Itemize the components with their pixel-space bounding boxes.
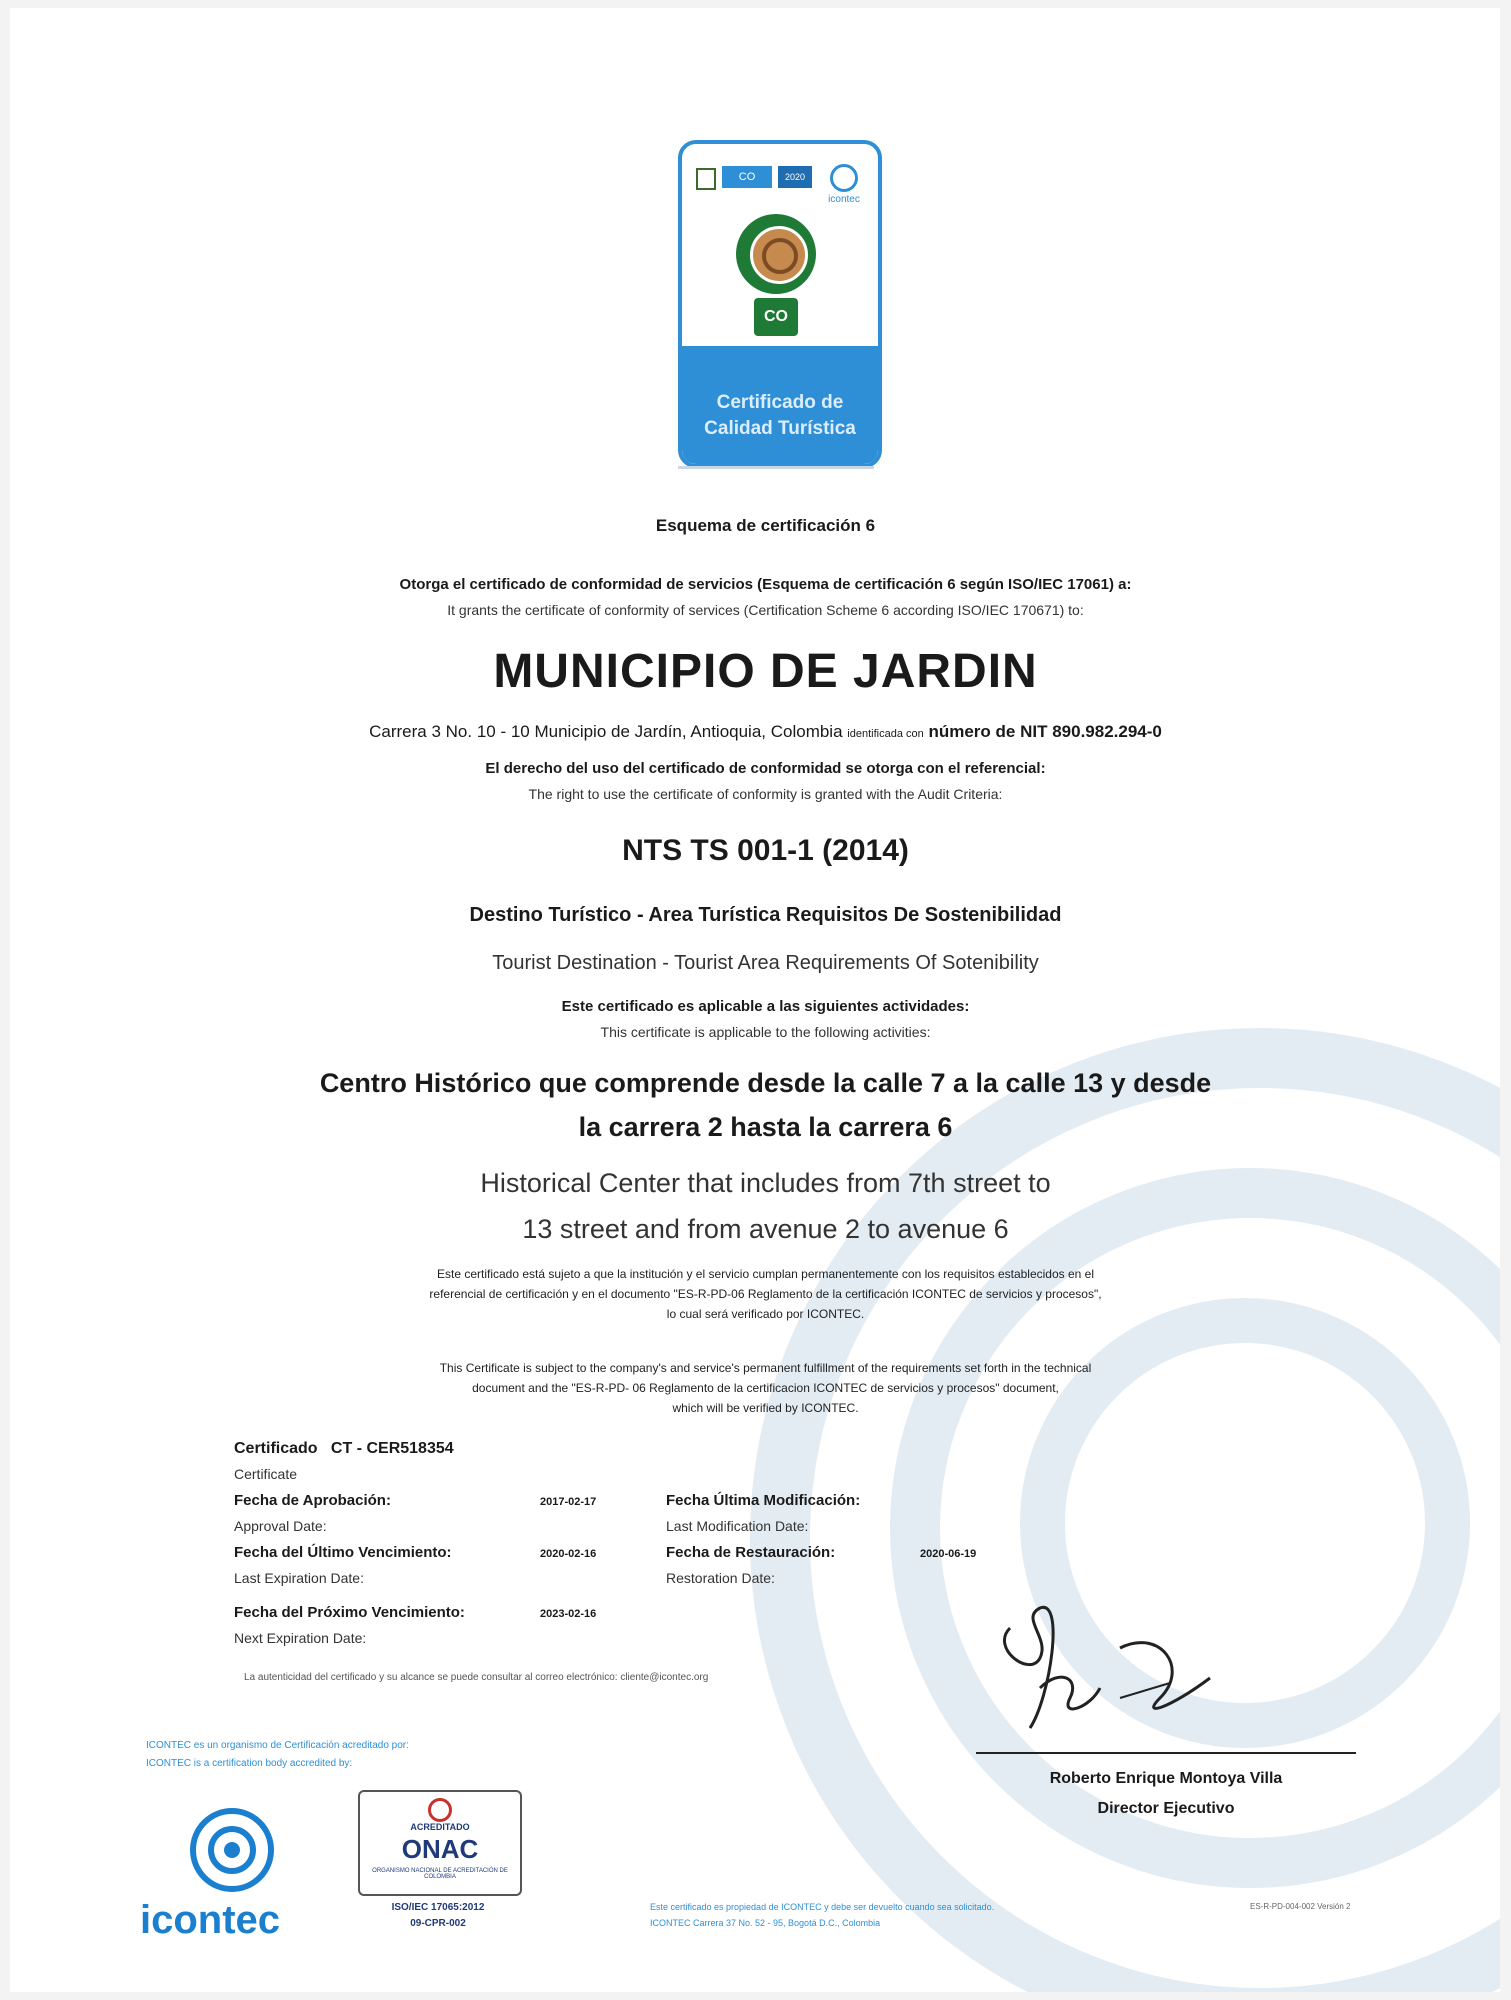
- co-mark: CO: [754, 298, 798, 336]
- accreditation-text-en: ICONTEC is a certification body accredited by:: [146, 1758, 353, 1769]
- scope-en-line2: 13 street and from avenue 2 to avenue 6: [522, 1214, 1009, 1244]
- property-note-line2: ICONTEC Carrera 37 No. 52 - 95, Bogotá D.C., Colombia: [650, 1918, 881, 1928]
- signer-name: Roberto Enrique Montoya Villa: [1049, 1770, 1283, 1787]
- conditions-en: This Certificate is subject to the company's and service's permanent fulfillment of the requirements set forth in the technical document and the "ES-R-PD- 06 Reglamento de la certificacion ICONTEC de servicios y procesos" document, which will be verified by ICONTEC.: [439, 1361, 1092, 1415]
- last-expiration-date: 2020-02-16: [540, 1548, 597, 1560]
- fingerprint-icon: [736, 214, 816, 294]
- last-modification-label: Fecha Última Modificación:: [666, 1492, 861, 1509]
- iso-line: ISO/IEC 17065:2012: [391, 1902, 485, 1913]
- icontec-small-text: icontec: [828, 194, 860, 205]
- last-modification-label-en: Last Modification Date:: [666, 1518, 809, 1534]
- restoration-label: Fecha de Restauración:: [666, 1544, 836, 1561]
- certificate-number: CT - CER518354: [330, 1440, 454, 1457]
- standard-title-es: Destino Turístico - Area Turística Requisitos De Sostenibilidad: [469, 904, 1062, 926]
- accreditation-text-es: ICONTEC es un organismo de Certificación acreditado por:: [146, 1740, 409, 1751]
- scope-es-line1: Centro Histórico que comprende desde la calle 7 a la calle 13 y desde: [319, 1068, 1212, 1098]
- approval-label: Fecha de Aprobación:: [234, 1492, 391, 1509]
- gov-logo-icon: [696, 168, 716, 190]
- gov-mark: CO: [722, 166, 772, 188]
- holder-name: MUNICIPIO DE JARDIN: [493, 645, 1038, 698]
- icontec-small-icon: [830, 164, 858, 192]
- approval-date: 2017-02-17: [540, 1496, 597, 1508]
- icontec-logo-text: icontec: [140, 1898, 281, 1942]
- onac-logo-icon: [428, 1798, 452, 1822]
- scope-es-line2: la carrera 2 hasta la carrera 6: [578, 1112, 953, 1142]
- quality-certificate-badge: [678, 140, 882, 468]
- next-expiration-label-en: Next Expiration Date:: [234, 1630, 367, 1646]
- grant-text-es: Otorga el certificado de conformidad de servicios (Esquema de certificación 6 según ISO/IEC 17061) a:: [399, 576, 1132, 593]
- onac-logo: [358, 1790, 522, 1896]
- iso-code: 09-CPR-002: [410, 1918, 466, 1929]
- holder-nit: número de NIT 890.982.294-0: [928, 722, 1162, 741]
- right-text-en: The right to use the certificate of conformity is granted with the Audit Criteria:: [528, 786, 1003, 802]
- next-expiration-date: 2023-02-16: [540, 1608, 597, 1620]
- conditions-es: Este certificado está sujeto a que la institución y el servicio cumplan permanentemente con los requisitos establecidos en el referencial de certificación y en el documento "ES-R-PD-06 Reglamento de la certificación ICONTEC de servicios y procesos", lo cual será verificado por ICONTEC.: [429, 1267, 1102, 1321]
- right-text-es: El derecho del uso del certificado de conformidad se otorga con el referencial:: [485, 760, 1046, 777]
- restoration-label-en: Restoration Date:: [666, 1570, 775, 1586]
- holder-address: Carrera 3 No. 10 - 10 Municipio de Jardín, Antioquia, Colombia: [369, 722, 843, 741]
- badge-label: Certificado de Calidad Turística: [704, 392, 856, 439]
- onac-top-text: ACREDITADO: [410, 1822, 470, 1832]
- certificate-sheet: [10, 8, 1500, 1992]
- icontec-logo-icon: [190, 1808, 274, 1892]
- holder-identified: identificada con: [847, 728, 924, 740]
- property-note-line1: Este certificado es propiedad de ICONTEC y debe ser devuelto cuando sea solicitado.: [650, 1902, 995, 1912]
- badge-caption-line: [678, 466, 874, 469]
- scope-en-line1: Historical Center that includes from 7th street to: [480, 1168, 1051, 1198]
- standard-code: NTS TS 001-1 (2014): [622, 834, 909, 867]
- onac-sub-text: ORGANISMO NACIONAL DE ACREDITACIÓN DE COLOMBIA: [372, 1868, 508, 1880]
- signer-title: Director Ejecutivo: [1097, 1800, 1235, 1817]
- gov-mark-sub: 2020: [778, 166, 812, 188]
- authenticity-note: La autenticidad del certificado y su alcance se puede consultar al correo electrónico: cliente@icontec.org: [244, 1672, 709, 1683]
- standard-title-en: Tourist Destination - Tourist Area Requirements Of Sotenibility: [492, 952, 1039, 974]
- signature-line: [976, 1752, 1356, 1754]
- last-expiration-label: Fecha del Último Vencimiento:: [234, 1544, 452, 1561]
- restoration-date: 2020-06-19: [920, 1548, 977, 1560]
- grant-text-en: It grants the certificate of conformity of services (Certification Scheme 6 according ISO/IEC 170671) to:: [447, 602, 1084, 618]
- document-code: ES-R-PD-004-002 Versión 2: [1250, 1902, 1351, 1911]
- next-expiration-label: Fecha del Próximo Vencimiento:: [234, 1604, 465, 1621]
- signature-image: [970, 1588, 1270, 1738]
- holder-address-line: [10, 722, 1500, 742]
- scheme-title: Esquema de certificación 6: [655, 516, 876, 535]
- approval-label-en: Approval Date:: [234, 1518, 327, 1534]
- applicable-es: Este certificado es aplicable a las siguientes actividades:: [561, 998, 970, 1015]
- certificate-label-en: Certificate: [234, 1466, 298, 1482]
- certificate-label: Certificado: [234, 1440, 318, 1457]
- certificate-number-row: [234, 1440, 454, 1458]
- onac-name: ONAC: [401, 1834, 479, 1864]
- last-expiration-label-en: Last Expiration Date:: [234, 1570, 364, 1586]
- applicable-en: This certificate is applicable to the following activities:: [600, 1024, 931, 1040]
